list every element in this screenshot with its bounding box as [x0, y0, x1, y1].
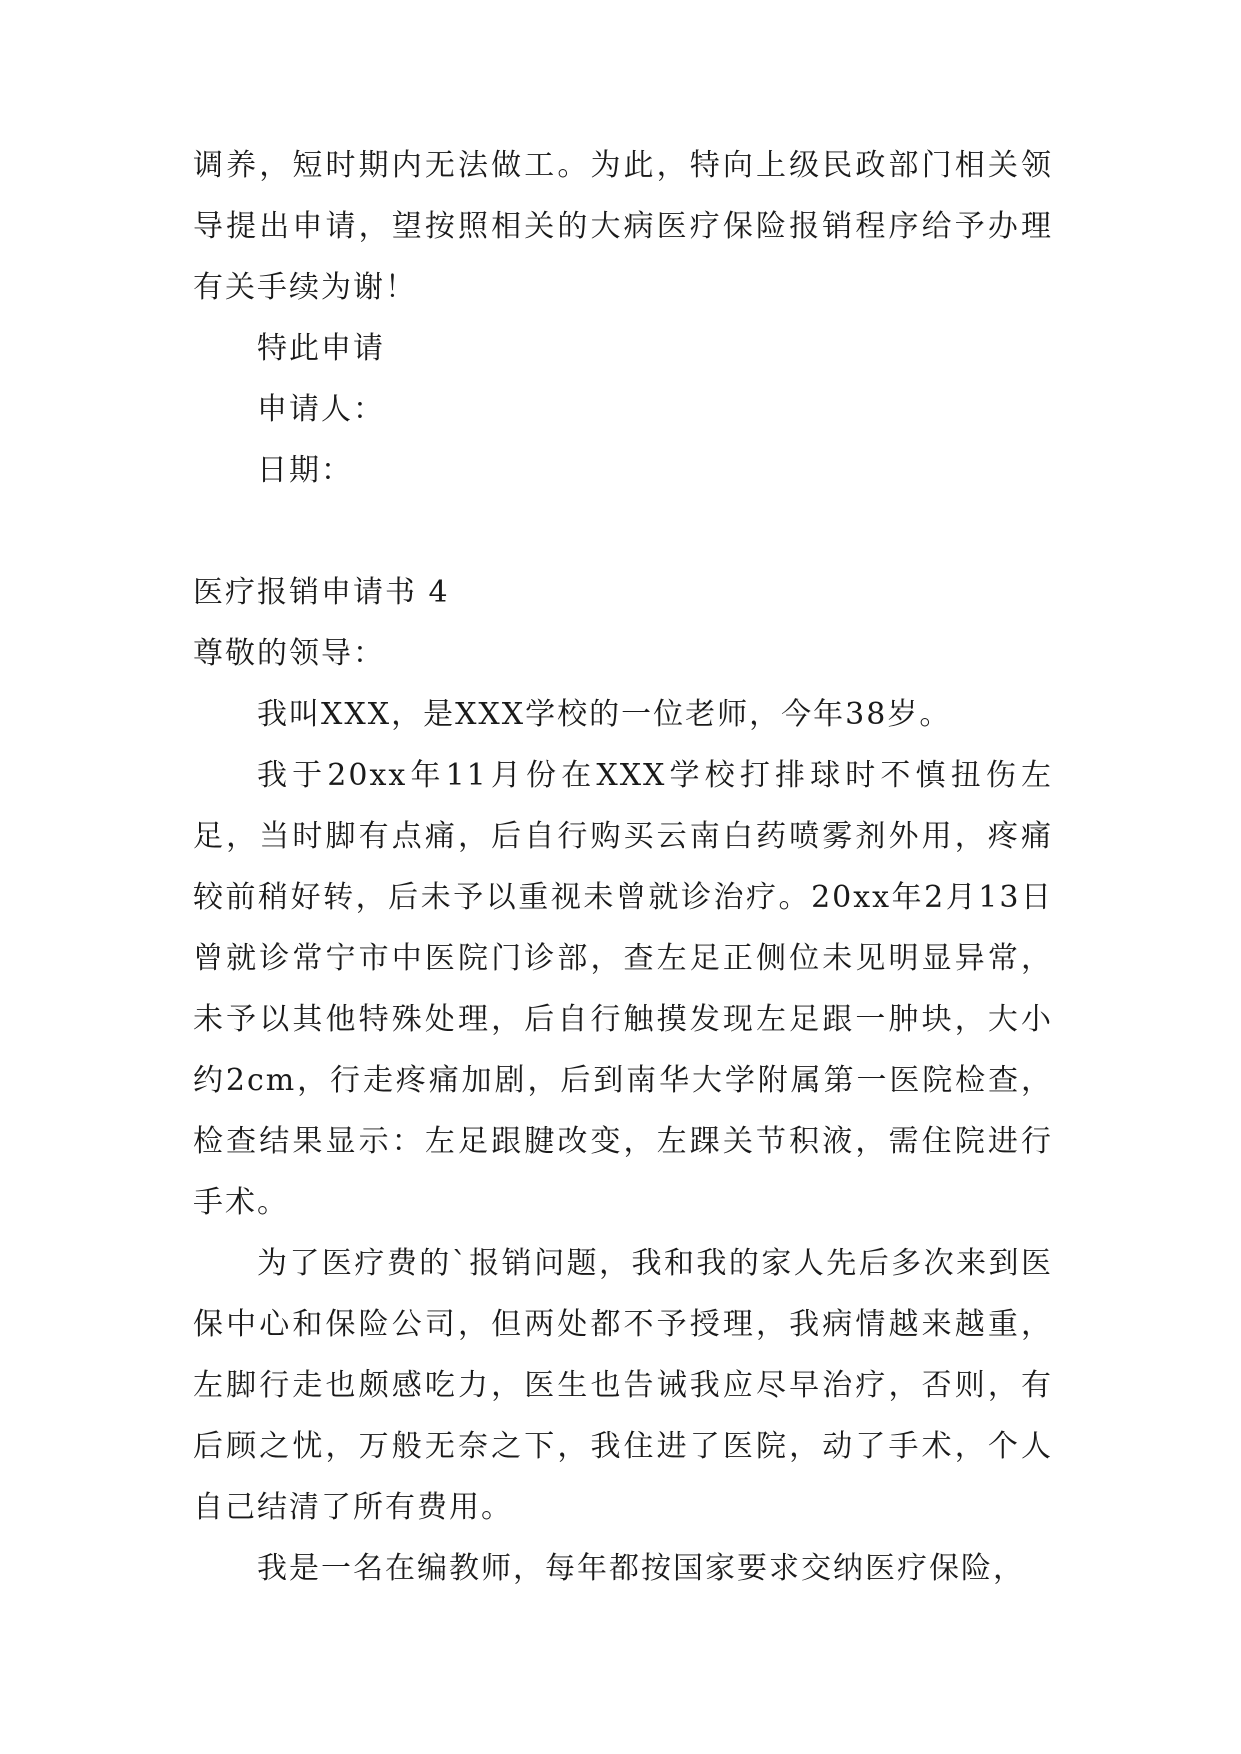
salutation: 尊敬的领导：	[193, 636, 385, 671]
application-section-3-end	[193, 135, 1053, 501]
body-paragraph-intro: 我叫XXX，是XXX学校的一位老师，今年38岁。	[257, 697, 952, 732]
continued-paragraph: 调养，短时期内无法做工。为此，特向上级民政部门相关领导提出申请，望按照相关的大病医疗保险报销程序给予办理有关手续为谢！	[193, 148, 1053, 305]
body-paragraph-insurance: 我是一名在编教师，每年都按国家要求交纳医疗保险，	[257, 1551, 1025, 1586]
section-title: 医疗报销申请书 4	[193, 575, 450, 610]
application-section-4	[193, 562, 1053, 1599]
body-paragraph-injury: 我于20xx年11月份在XXX学校打排球时不慎扭伤左足，当时脚有点痛，后自行购买云南白药喷雾剂外用，疼痛较前稍好转，后未予以重视未曾就诊治疗。20xx年2月13日曾就诊常宁市中医院门诊部，查左足正侧位未见明显异常，未予以其他特殊处理，后自行触摸发现左足跟一肿块，大小约2cm，行走疼痛加剧，后到南华大学附属第一医院检查，检查结果显示：左足跟腱改变，左踝关节积液，需住院进行手术。	[193, 758, 1053, 1220]
date-label: 日期：	[257, 453, 353, 488]
applicant-label: 申请人：	[257, 392, 385, 427]
body-paragraph-reimbursement: 为了医疗费的`报销问题，我和我的家人先后多次来到医保中心和保险公司，但两处都不予授理，我病情越来越重，左脚行走也颇感吃力，医生也告诫我应尽早治疗，否则，有后顾之忧，万般无奈之下，我住进了医院，动了手术，个人自己结清了所有费用。	[193, 1246, 1053, 1525]
closing-text: 特此申请	[257, 331, 385, 366]
